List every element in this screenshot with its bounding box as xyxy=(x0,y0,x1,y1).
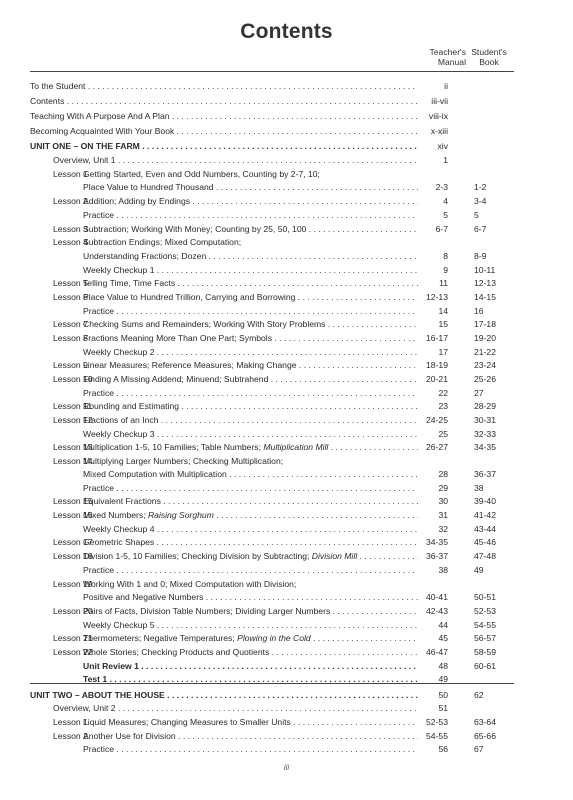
student-book-header-line2: Book xyxy=(479,57,499,67)
teacher-manual-page: 36-37 xyxy=(426,551,448,561)
lesson-label: Lesson 11 xyxy=(53,401,93,411)
toc-row xyxy=(0,250,573,262)
lesson-label: Lesson 1 xyxy=(53,717,88,727)
teacher-manual-page: 5 xyxy=(443,210,448,220)
entry-title-text: UNIT TWO – ABOUT THE HOUSE xyxy=(30,690,165,700)
entry-title-text: Practice xyxy=(83,744,115,754)
student-book-page: 32-33 xyxy=(474,429,496,439)
entry-title-text: Another Use for Division xyxy=(83,731,176,741)
entry-title-text: Unit Review 1 xyxy=(83,661,139,671)
student-book-page: 56-57 xyxy=(474,633,496,643)
toc-row xyxy=(0,346,573,358)
entry-title-text: Mixed Computation with Multiplication xyxy=(83,469,227,479)
student-book-page: 17-18 xyxy=(474,319,496,329)
toc-row xyxy=(0,95,573,107)
teacher-manual-page: 38 xyxy=(438,565,448,575)
student-book-page: 30-31 xyxy=(474,415,496,425)
lesson-label: Lesson 16 xyxy=(53,510,93,520)
entry-title xyxy=(83,632,418,644)
toc-row xyxy=(0,632,573,644)
student-book-page: 41-42 xyxy=(474,510,496,520)
teacher-manual-page: 56 xyxy=(438,744,448,754)
entry-title-text: Geometric Shapes xyxy=(83,537,155,547)
student-book-page: 43-44 xyxy=(474,524,496,534)
student-book-page: 16 xyxy=(474,306,484,316)
toc-row xyxy=(0,264,573,276)
entry-title-text: Weekly Checkup 1 xyxy=(83,265,155,275)
entry-title xyxy=(83,387,418,399)
student-book-page: 62 xyxy=(474,690,484,700)
entry-title-text: Addition; Adding by Endings xyxy=(83,196,191,206)
entry-title-text: Pairs of Facts, Division Table Numbers; Dividing Larger Numbers xyxy=(83,606,331,616)
entry-title xyxy=(83,318,418,330)
toc-row xyxy=(0,468,573,480)
entry-title xyxy=(83,509,418,521)
teacher-manual-page: 54-55 xyxy=(426,731,448,741)
toc-row xyxy=(0,441,573,453)
entry-title xyxy=(30,140,418,152)
entry-title xyxy=(83,223,418,235)
teacher-manual-page: xiv xyxy=(437,141,448,151)
lesson-label: Lesson 4 xyxy=(53,237,88,247)
entry-title xyxy=(83,428,418,440)
entry-title-text: Weekly Checkup 4 xyxy=(83,524,155,534)
toc-row xyxy=(0,523,573,535)
toc-row xyxy=(0,236,573,248)
teacher-manual-header-line1: Teacher's xyxy=(429,47,466,57)
lesson-label: Lesson 5 xyxy=(53,278,88,288)
toc-row xyxy=(0,359,573,371)
teacher-manual-page: 24-25 xyxy=(426,415,448,425)
toc-row xyxy=(0,536,573,548)
student-book-page: 65-66 xyxy=(474,731,496,741)
teacher-manual-page: 44 xyxy=(438,620,448,630)
lesson-label: Lesson 2 xyxy=(53,196,88,206)
student-book-page: 8-9 xyxy=(474,251,487,261)
entry-title xyxy=(83,264,418,276)
lesson-label: Lesson 10 xyxy=(53,374,93,384)
teacher-manual-page: 52-53 xyxy=(426,717,448,727)
toc-row xyxy=(0,277,573,289)
entry-title xyxy=(83,181,418,193)
student-book-page: 6-7 xyxy=(474,224,487,234)
student-book-page: 10-11 xyxy=(474,265,496,275)
entry-title xyxy=(83,346,418,358)
entry-title-text: Understanding Fractions; Dozen xyxy=(83,251,207,261)
student-book-page: 3-4 xyxy=(474,196,487,206)
lesson-label: Lesson 2 xyxy=(53,731,88,741)
entry-title-italic: Division Mill xyxy=(311,551,358,561)
entry-title xyxy=(83,591,418,603)
entry-title xyxy=(83,305,418,317)
entry-title-text: Multiplication 1-5, 10 Families; Table Numbers; xyxy=(83,442,264,452)
teacher-manual-page: viii-ix xyxy=(428,111,448,121)
teacher-manual-page: 18-19 xyxy=(426,360,448,370)
teacher-manual-page: 8 xyxy=(443,251,448,261)
toc-row xyxy=(0,181,573,193)
entry-title-text: Liquid Measures; Changing Measures to Smaller Units xyxy=(83,717,291,727)
entry-title xyxy=(83,277,418,289)
entry-title xyxy=(83,455,418,467)
toc-row xyxy=(0,400,573,412)
teacher-manual-page: 34-35 xyxy=(426,537,448,547)
teacher-manual-page: 42-43 xyxy=(426,606,448,616)
page-title: Contents xyxy=(240,20,333,43)
student-book-page: 60-61 xyxy=(474,661,496,671)
student-book-page: 5 xyxy=(474,210,479,220)
toc-row xyxy=(0,125,573,137)
teacher-manual-page: 2-3 xyxy=(435,182,448,192)
entry-title-italic: Plowing in the Cold xyxy=(237,633,311,643)
student-book-page: 12-13 xyxy=(474,278,496,288)
student-book-page: 23-24 xyxy=(474,360,496,370)
entry-title xyxy=(83,605,418,617)
entry-title-text: Weekly Checkup 5 xyxy=(83,620,155,630)
entry-title-text: Overview, Unit 2 xyxy=(53,703,116,713)
student-book-page: 36-37 xyxy=(474,469,496,479)
toc-row xyxy=(0,223,573,235)
teacher-manual-page: 49 xyxy=(438,674,448,684)
entry-title-text: Linear Measures; Reference Measures; Making Change xyxy=(83,360,297,370)
entry-title-text: Weekly Checkup 2 xyxy=(83,347,155,357)
student-book-page: 63-64 xyxy=(474,717,496,727)
entry-title xyxy=(83,660,418,672)
entry-title-text: Working With 1 and 0; Mixed Computation with Division; xyxy=(83,579,297,589)
entry-title xyxy=(83,250,418,262)
entry-title xyxy=(30,689,418,701)
entry-title xyxy=(30,80,418,92)
lesson-label: Lesson 22 xyxy=(53,647,93,657)
student-book-page: 34-35 xyxy=(474,442,496,452)
teacher-manual-page: 9 xyxy=(443,265,448,275)
teacher-manual-page: 51 xyxy=(438,703,448,713)
toc-row xyxy=(0,660,573,672)
teacher-manual-page: 22 xyxy=(438,388,448,398)
student-book-page: 47-48 xyxy=(474,551,496,561)
entry-title-text: Positive and Negative Numbers xyxy=(83,592,204,602)
lesson-label: Lesson 12 xyxy=(53,415,93,425)
toc-row xyxy=(0,591,573,603)
entry-title xyxy=(83,743,418,755)
teacher-manual-page: 28 xyxy=(438,469,448,479)
lesson-label: Lesson 21 xyxy=(53,633,93,643)
teacher-manual-page: 50 xyxy=(438,690,448,700)
entry-title xyxy=(83,646,418,658)
entry-title-text: To the Student xyxy=(30,81,86,91)
entry-title xyxy=(53,702,418,714)
entry-title xyxy=(83,482,418,494)
entry-title-text: Practice xyxy=(83,388,115,398)
teacher-manual-header-line2: Manual xyxy=(437,57,466,67)
entry-title xyxy=(83,468,418,480)
toc-row xyxy=(0,414,573,426)
entry-title xyxy=(83,236,418,248)
toc-row xyxy=(0,689,573,701)
lesson-label: Lesson 19 xyxy=(53,579,93,589)
entry-title xyxy=(83,730,418,742)
lesson-label: Lesson 8 xyxy=(53,333,88,343)
student-book-page: 58-59 xyxy=(474,647,496,657)
toc-row xyxy=(0,564,573,576)
toc-row xyxy=(0,80,573,92)
entry-title xyxy=(83,168,418,180)
entry-title xyxy=(83,414,418,426)
student-book-page: 21-22 xyxy=(474,347,496,357)
entry-title xyxy=(53,154,418,166)
toc-row xyxy=(0,428,573,440)
entry-title-text: Overview, Unit 1 xyxy=(53,155,116,165)
toc-row xyxy=(0,154,573,166)
student-book-page: 45-46 xyxy=(474,537,496,547)
entry-title-text: Becoming Acquainted With Your Book xyxy=(30,126,175,136)
entry-title-text: Finding A Missing Addend; Minuend; Subtrahend xyxy=(83,374,269,384)
teacher-manual-page: 16-17 xyxy=(426,333,448,343)
student-book-page: 28-29 xyxy=(474,401,496,411)
student-book-page: 38 xyxy=(474,483,484,493)
student-book-page: 27 xyxy=(474,388,484,398)
teacher-manual-page: 23 xyxy=(438,401,448,411)
entry-title xyxy=(83,495,418,507)
toc-row xyxy=(0,702,573,714)
entry-title xyxy=(83,564,418,576)
student-book-page: 39-40 xyxy=(474,496,496,506)
toc-row xyxy=(0,168,573,180)
teacher-manual-page: 29 xyxy=(438,483,448,493)
entry-title xyxy=(83,578,418,590)
student-book-page: 25-26 xyxy=(474,374,496,384)
toc-row xyxy=(0,305,573,317)
entry-title xyxy=(30,125,418,137)
student-book-page: 52-53 xyxy=(474,606,496,616)
student-book-page: 19-20 xyxy=(474,333,496,343)
toc-row xyxy=(0,550,573,562)
teacher-manual-page: 12-13 xyxy=(426,292,448,302)
lesson-label: Lesson 17 xyxy=(53,537,93,547)
entry-title xyxy=(83,550,418,562)
teacher-manual-page: 40-41 xyxy=(426,592,448,602)
student-book-page: 67 xyxy=(474,744,484,754)
teacher-manual-page: 31 xyxy=(438,510,448,520)
teacher-manual-page: 20-21 xyxy=(426,374,448,384)
teacher-manual-page: 4 xyxy=(443,196,448,206)
teacher-manual-page: ii xyxy=(444,81,448,91)
entry-title-text: Whole Stories; Checking Products and Quotients xyxy=(83,647,270,657)
lesson-label: Lesson 14 xyxy=(53,456,93,466)
page-number: iii xyxy=(283,763,290,772)
entry-title xyxy=(83,195,418,207)
toc-row xyxy=(0,209,573,221)
toc-row xyxy=(0,387,573,399)
entry-title xyxy=(83,716,418,728)
teacher-manual-page: 15 xyxy=(438,319,448,329)
toc-row xyxy=(0,455,573,467)
teacher-manual-page: 32 xyxy=(438,524,448,534)
toc-row xyxy=(0,716,573,728)
entry-title-text: Practice xyxy=(83,210,115,220)
entry-title-text: Test 1 xyxy=(83,674,108,684)
toc-row xyxy=(0,578,573,590)
toc-row xyxy=(0,646,573,658)
student-book-page: 14-15 xyxy=(474,292,496,302)
entry-title-text: Subtraction; Working With Money; Counting by 25, 50, 100 xyxy=(83,224,307,234)
toc-row xyxy=(0,619,573,631)
teacher-manual-page: 26-27 xyxy=(426,442,448,452)
student-book-page: 49 xyxy=(474,565,484,575)
toc-row xyxy=(0,482,573,494)
entry-title-italic: Raising Sorghum xyxy=(147,510,214,520)
toc-row xyxy=(0,730,573,742)
entry-title xyxy=(83,441,418,453)
entry-title-text: Place Value to Hundred Trillion, Carrying and Borrowing xyxy=(83,292,296,302)
student-book-page: 54-55 xyxy=(474,620,496,630)
entry-title xyxy=(83,400,418,412)
lesson-label: Lesson 1 xyxy=(53,169,88,179)
lesson-label: Lesson 9 xyxy=(53,360,88,370)
entry-title-text: UNIT ONE – ON THE FARM xyxy=(30,141,140,151)
toc-row xyxy=(0,332,573,344)
lesson-label: Lesson 15 xyxy=(53,496,93,506)
lesson-label: Lesson 20 xyxy=(53,606,93,616)
toc-row xyxy=(0,495,573,507)
entry-title xyxy=(83,536,418,548)
teacher-manual-page: 45 xyxy=(438,633,448,643)
entry-title-text: Practice xyxy=(83,483,115,493)
entry-title-text: Thermometers; Negative Temperatures; xyxy=(83,633,238,643)
toc-row xyxy=(0,605,573,617)
entry-title-text: Telling Time, Time Facts xyxy=(83,278,176,288)
teacher-manual-page: iii-vii xyxy=(431,96,448,106)
student-book-header-line1: Student's xyxy=(471,47,507,57)
entry-title-text: Contents xyxy=(30,96,65,106)
entry-title xyxy=(83,291,418,303)
teacher-manual-page: 46-47 xyxy=(426,647,448,657)
teacher-manual-page: 48 xyxy=(438,661,448,671)
entry-title-text: Division 1-5, 10 Families; Checking Division by Subtracting; xyxy=(83,551,312,561)
entry-title xyxy=(83,332,418,344)
lesson-label: Lesson 13 xyxy=(53,442,93,452)
teacher-manual-page: 1 xyxy=(443,155,448,165)
teacher-manual-page: 30 xyxy=(438,496,448,506)
teacher-manual-page: x-xiii xyxy=(430,126,448,136)
entry-title-text: Getting Started, Even and Odd Numbers, Counting by 2-7, 10; xyxy=(83,169,320,179)
entry-title xyxy=(83,523,418,535)
entry-title-italic: Multiplication Mill xyxy=(263,442,329,452)
toc-row xyxy=(0,110,573,122)
entry-title xyxy=(83,673,418,685)
lesson-label: Lesson 7 xyxy=(53,319,88,329)
teacher-manual-page: 14 xyxy=(438,306,448,316)
student-book-page: 50-51 xyxy=(474,592,496,602)
toc-row xyxy=(0,673,573,685)
entry-title-text: Fractions Meaning More Than One Part; Symbols xyxy=(83,333,272,343)
teacher-manual-page: 17 xyxy=(438,347,448,357)
toc-row xyxy=(0,291,573,303)
lesson-label: Lesson 3 xyxy=(53,224,88,234)
entry-title-text: Multiplying Larger Numbers; Checking Multiplication; xyxy=(83,456,284,466)
entry-title-text: Mixed Numbers; xyxy=(83,510,148,520)
entry-title-text: Subtraction Endings; Mixed Computation; xyxy=(83,237,242,247)
entry-title xyxy=(30,95,418,107)
toc-row xyxy=(0,509,573,521)
entry-title-text: Practice xyxy=(83,565,115,575)
entry-title-text: Checking Sums and Remainders; Working With Story Problems xyxy=(83,319,326,329)
entry-title-text: Place Value to Hundred Thousand xyxy=(83,182,214,192)
teacher-manual-page: 25 xyxy=(438,429,448,439)
entry-title xyxy=(83,359,418,371)
toc-row xyxy=(0,140,573,152)
entry-title xyxy=(83,373,418,385)
toc-row xyxy=(0,743,573,755)
entry-title xyxy=(83,619,418,631)
lesson-label: Lesson 6 xyxy=(53,292,88,302)
toc-row xyxy=(0,318,573,330)
toc-row xyxy=(0,373,573,385)
entry-title-text: Weekly Checkup 3 xyxy=(83,429,155,439)
student-book-page: 1-2 xyxy=(474,182,487,192)
entry-title xyxy=(30,110,418,122)
entry-title-text: Equivalent Fractions xyxy=(83,496,161,506)
teacher-manual-page: 6-7 xyxy=(435,224,448,234)
toc-row xyxy=(0,195,573,207)
entry-title-text: Teaching With A Purpose And A Plan xyxy=(30,111,170,121)
entry-title-text: Practice xyxy=(83,306,115,316)
entry-title-text: Rounding and Estimating xyxy=(83,401,180,411)
lesson-label: Lesson 18 xyxy=(53,551,93,561)
entry-title xyxy=(83,209,418,221)
entry-title-text: Fractions of an Inch xyxy=(83,415,159,425)
teacher-manual-page: 11 xyxy=(439,278,448,288)
